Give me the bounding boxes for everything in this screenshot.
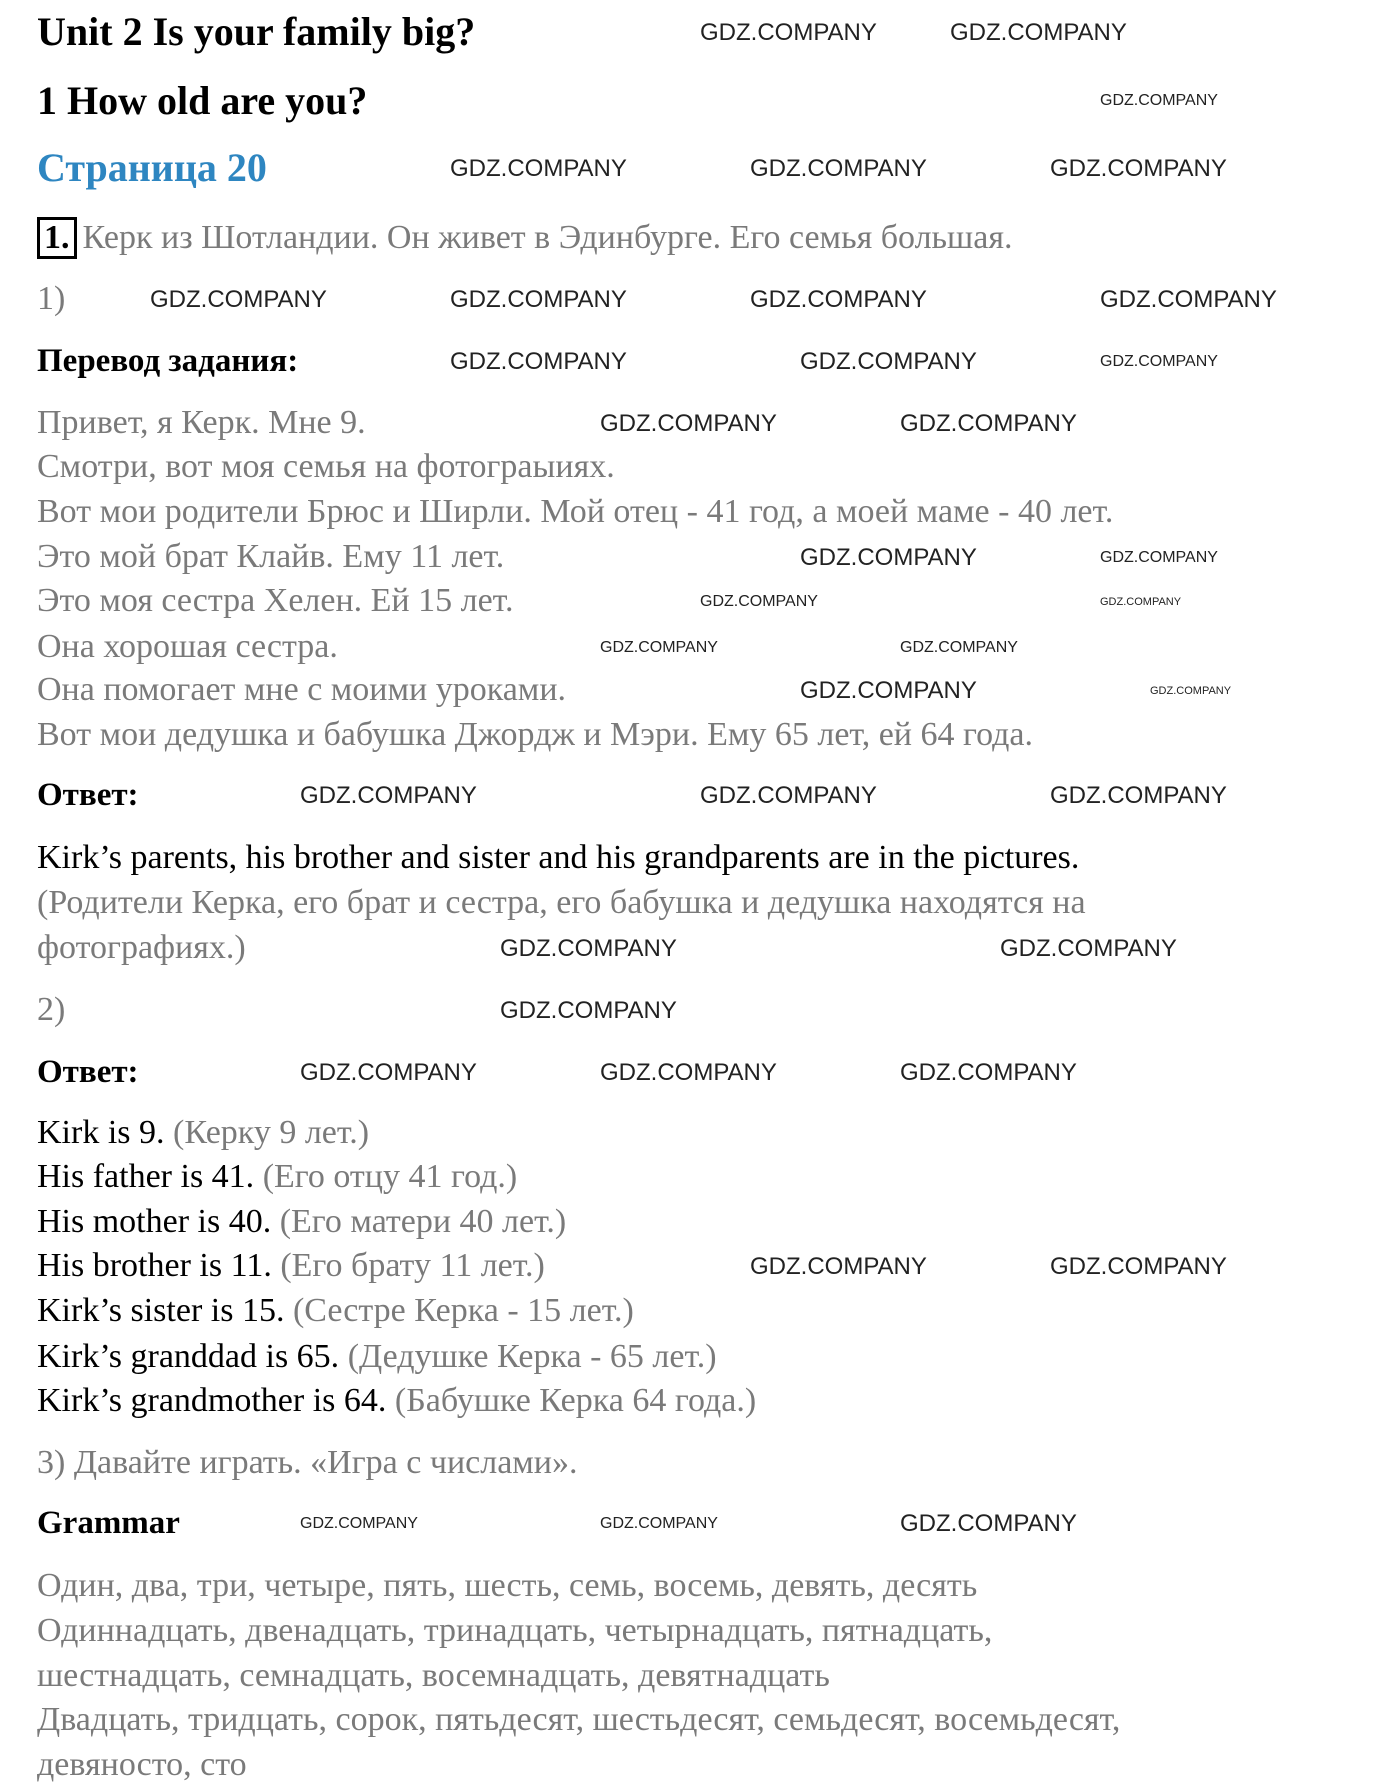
watermark: GDZ.COMPANY — [700, 19, 877, 46]
answer-english: His mother is 40. — [37, 1203, 272, 1240]
answer-row — [37, 1200, 566, 1244]
grammar-line: девяносто, сто — [37, 1746, 247, 1783]
watermark: GDZ.COMPANY — [750, 286, 927, 313]
translation-line: Вот мои родители Брюс и Ширли. Мой отец - 41 год, а моей маме - 40 лет. — [37, 493, 1114, 530]
watermark: GDZ.COMPANY — [450, 348, 627, 375]
answer-russian: (Его отцу 41 год.) — [262, 1158, 518, 1195]
watermark: GDZ.COMPANY — [1100, 286, 1277, 313]
watermark: GDZ.COMPANY — [150, 286, 327, 313]
unit-title: Unit 2 Is your family big? — [37, 9, 476, 54]
grammar-line: Один, два, три, четыре, пять, шесть, семь, восемь, девять, десять — [37, 1567, 978, 1604]
answer-1-russian: (Родители Керка, его брат и сестра, его бабушка и дедушка находятся на — [37, 884, 1086, 921]
watermark: GDZ.COMPANY — [1100, 596, 1182, 608]
answer-russian: (Сестре Керка - 15 лет.) — [292, 1292, 634, 1329]
answer-row — [37, 1155, 517, 1199]
translation-line: Привет, я Керк. Мне 9. — [37, 404, 366, 441]
grammar-line: шестнадцать, семнадцать, восемнадцать, девятнадцать — [37, 1657, 830, 1694]
grammar-line: Одиннадцать, двенадцать, тринадцать, четырнадцать, пятнадцать, — [37, 1612, 993, 1649]
watermark: GDZ.COMPANY — [300, 1515, 418, 1532]
task-text: Керк из Шотландии. Он живет в Эдинбурге. Его семья большая. — [82, 219, 1013, 256]
answer-russian: (Дедушке Керка - 65 лет.) — [347, 1338, 717, 1375]
watermark: GDZ.COMPANY — [600, 639, 718, 656]
watermark: GDZ.COMPANY — [1100, 353, 1218, 370]
answer-english: His father is 41. — [37, 1158, 255, 1195]
answer-english: Kirk’s granddad is 65. — [37, 1338, 340, 1375]
answer-english: Kirk’s grandmother is 64. — [37, 1382, 387, 1419]
watermark: GDZ.COMPANY — [450, 155, 627, 182]
grammar-line: Двадцать, тридцать, сорок, пятьдесят, шестьдесят, семьдесят, восемьдесят, — [37, 1701, 1121, 1738]
watermark: GDZ.COMPANY — [900, 1059, 1077, 1086]
answer-1-english: Kirk’s parents, his brother and sister and his grandparents are in the pictures. — [37, 839, 1080, 876]
watermark: GDZ.COMPANY — [600, 1515, 718, 1532]
watermark: GDZ.COMPANY — [800, 348, 977, 375]
watermark: GDZ.COMPANY — [900, 410, 1077, 437]
watermark: GDZ.COMPANY — [900, 639, 1018, 656]
translation-line: Вот мои дедушка и бабушка Джордж и Мэри. Ему 65 лет, ей 64 года. — [37, 716, 1034, 753]
page-label: Страница 20 — [37, 145, 267, 190]
answer-row — [37, 1289, 634, 1333]
watermark: GDZ.COMPANY — [750, 155, 927, 182]
watermark: GDZ.COMPANY — [500, 935, 677, 962]
answer-english: Kirk is 9. — [37, 1114, 165, 1151]
lesson-title: 1 How old are you? — [37, 78, 368, 123]
watermark: GDZ.COMPANY — [300, 782, 477, 809]
answer-english: Kirk’s sister is 15. — [37, 1292, 285, 1329]
grammar-heading: Grammar — [37, 1505, 180, 1541]
watermark: GDZ.COMPANY — [800, 677, 977, 704]
watermark: GDZ.COMPANY — [1100, 92, 1218, 109]
answer-row — [37, 1379, 756, 1423]
watermark: GDZ.COMPANY — [600, 410, 777, 437]
watermark: GDZ.COMPANY — [700, 782, 877, 809]
part-3-label: 3) Давайте играть. «Игра с числами». — [37, 1444, 578, 1481]
answer-row — [37, 1111, 369, 1155]
task-number: 1. — [37, 217, 77, 259]
watermark: GDZ.COMPANY — [1050, 782, 1227, 809]
answer-row — [37, 1335, 717, 1379]
translation-line: Она помогает мне с моими уроками. — [37, 671, 567, 708]
watermark: GDZ.COMPANY — [1000, 935, 1177, 962]
answer-heading: Ответ: — [37, 777, 139, 813]
answer-1-russian: фотографиях.) — [37, 929, 246, 966]
answer-russian: (Его брату 11 лет.) — [280, 1247, 545, 1284]
watermark: GDZ.COMPANY — [900, 1510, 1077, 1537]
answer-russian: (Керку 9 лет.) — [173, 1114, 370, 1151]
part-1-label: 1) — [37, 280, 66, 317]
translation-line: Это моя сестра Хелен. Ей 15 лет. — [37, 582, 514, 619]
answer-heading-2: Ответ: — [37, 1054, 139, 1090]
answer-row — [37, 1244, 545, 1288]
watermark: GDZ.COMPANY — [950, 19, 1127, 46]
watermark: GDZ.COMPANY — [1150, 685, 1232, 697]
part-2-label: 2) — [37, 991, 66, 1028]
watermark: GDZ.COMPANY — [300, 1059, 477, 1086]
answer-english: His brother is 11. — [37, 1247, 272, 1284]
watermark: GDZ.COMPANY — [1100, 549, 1218, 566]
watermark: GDZ.COMPANY — [700, 593, 818, 610]
watermark: GDZ.COMPANY — [450, 286, 627, 313]
watermark: GDZ.COMPANY — [750, 1253, 927, 1280]
watermark: GDZ.COMPANY — [800, 544, 977, 571]
task-line — [37, 216, 1012, 260]
answer-russian: (Его матери 40 лет.) — [279, 1203, 567, 1240]
translation-heading: Перевод задания: — [37, 343, 299, 379]
watermark: GDZ.COMPANY — [1050, 155, 1227, 182]
answer-russian: (Бабушке Керка 64 года.) — [394, 1382, 757, 1419]
watermark: GDZ.COMPANY — [600, 1059, 777, 1086]
watermark: GDZ.COMPANY — [500, 997, 677, 1024]
translation-line: Смотри, вот моя семья на фотограыиях. — [37, 448, 615, 485]
watermark: GDZ.COMPANY — [1050, 1253, 1227, 1280]
translation-line: Это мой брат Клайв. Ему 11 лет. — [37, 538, 505, 575]
translation-line: Она хорошая сестра. — [37, 628, 338, 665]
